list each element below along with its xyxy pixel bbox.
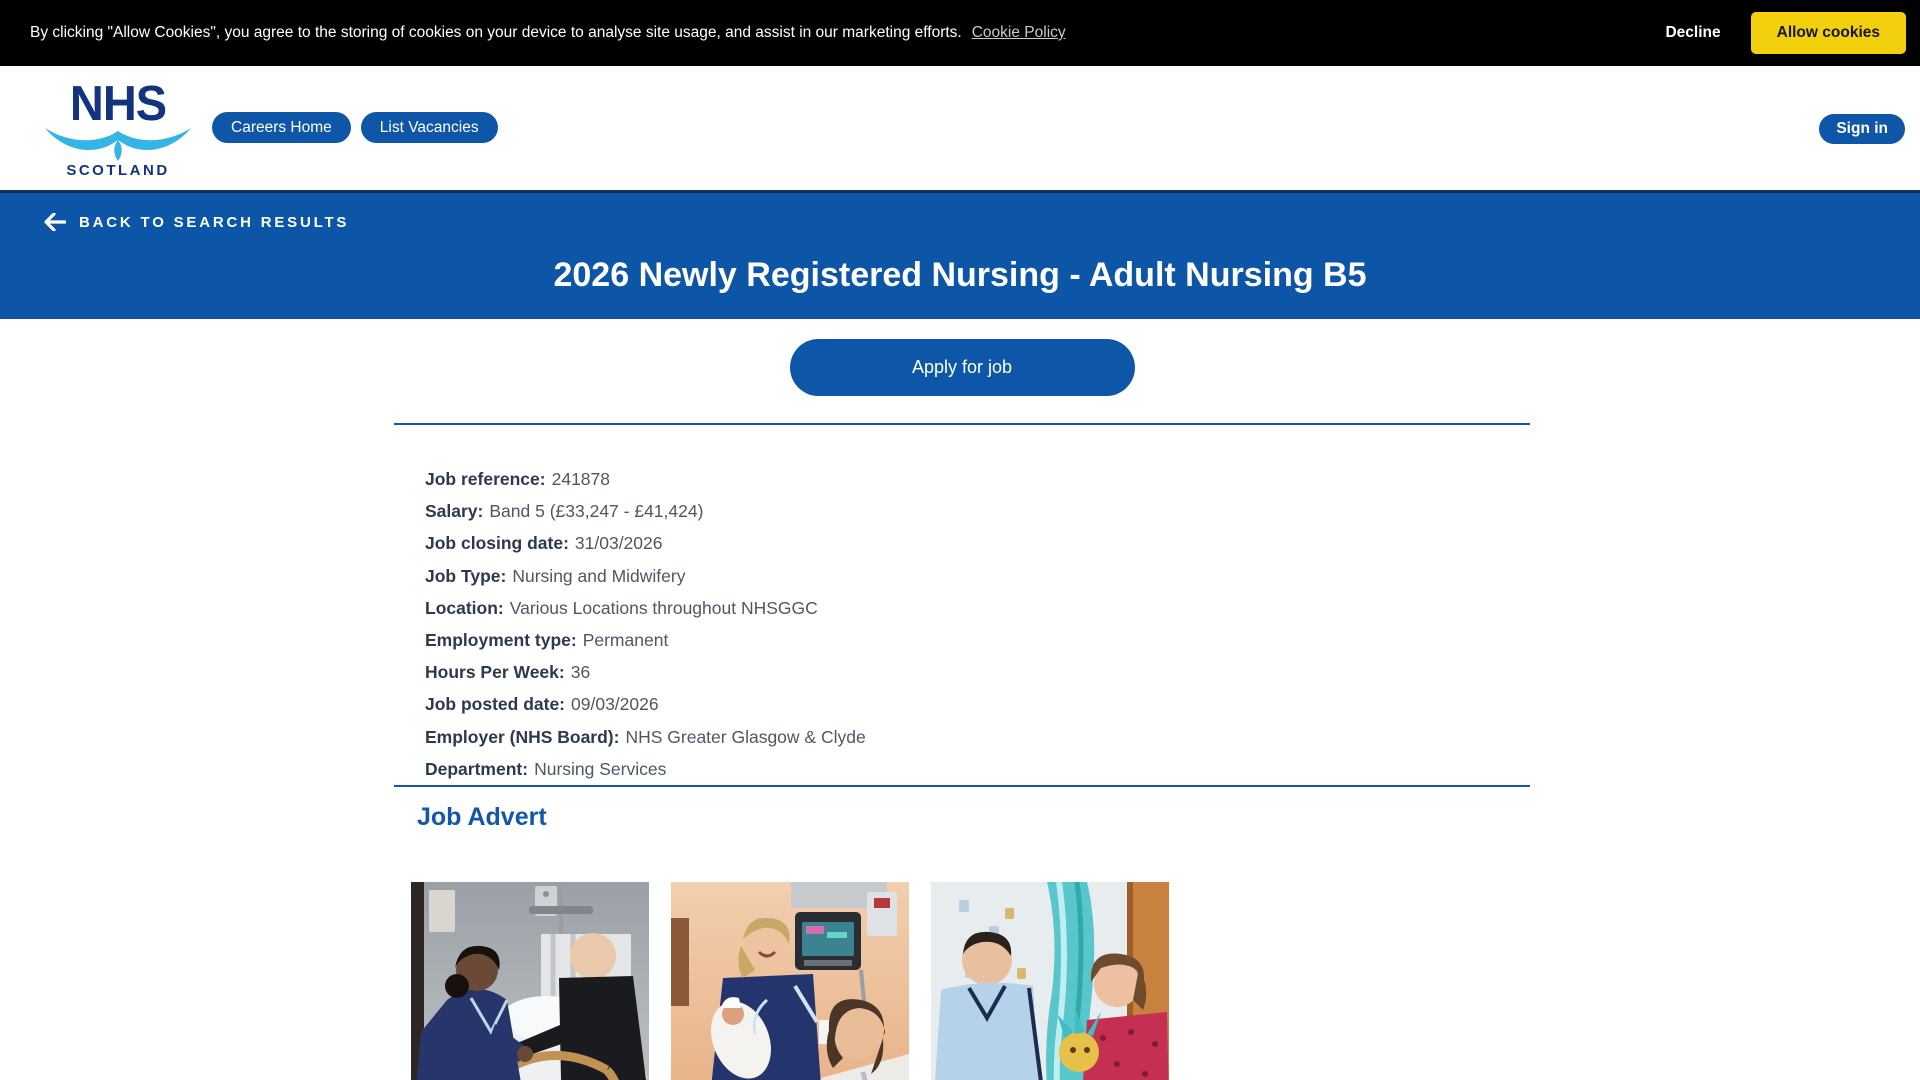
detail-label: Location: (425, 597, 504, 618)
midwife-holding-newborn-photo (671, 882, 909, 1080)
job-details-list (394, 425, 1530, 785)
back-to-search-results-link[interactable] (44, 213, 349, 231)
job-content (394, 319, 1530, 1080)
nhs-swoosh-icon (43, 126, 193, 162)
detail-label: Job Type: (425, 565, 507, 586)
nav-careers-home-pill[interactable]: Careers Home (212, 112, 351, 143)
detail-label: Salary: (425, 501, 484, 522)
detail-value: Permanent (582, 630, 669, 651)
detail-row-job-type (425, 560, 1530, 592)
detail-value: 241878 (551, 469, 611, 489)
back-link-label: BACK TO SEARCH RESULTS (79, 213, 350, 231)
detail-label: Hours Per Week: (425, 662, 565, 683)
detail-value: 31/03/2026 (574, 533, 663, 554)
detail-label: Job closing date: (425, 533, 569, 554)
site-header (0, 66, 1920, 190)
cookie-banner (0, 0, 1920, 66)
bottom-divider (394, 785, 1530, 787)
detail-row-employment-type (425, 624, 1530, 656)
back-arrow-icon (44, 213, 66, 231)
sign-in-button[interactable]: Sign in (1819, 114, 1905, 144)
detail-row-salary (425, 495, 1530, 527)
detail-label: Job reference: (425, 469, 546, 489)
detail-row-employer (425, 721, 1530, 753)
detail-row-job-reference (425, 463, 1530, 495)
decline-cookies-button[interactable]: Decline (1665, 24, 1721, 41)
cookie-policy-link[interactable]: Cookie Policy (971, 24, 1066, 41)
nurse-with-children-photo (931, 882, 1169, 1080)
detail-label: Employment type: (425, 630, 577, 651)
apply-for-job-button[interactable]: Apply for job (790, 339, 1135, 396)
detail-value: Nursing Services (534, 758, 667, 779)
detail-value: Nursing and Midwifery (512, 565, 686, 586)
detail-row-posted-date (425, 688, 1530, 720)
detail-value: Band 5 (£33,247 - £41,424) (489, 501, 704, 522)
nurse-with-patient-photo (411, 882, 649, 1080)
detail-row-location (425, 592, 1530, 624)
detail-value: NHS Greater Glasgow & Clyde (625, 726, 866, 747)
page-title: 2026 Newly Registered Nursing - Adult Nursing B5 (553, 256, 1367, 294)
detail-label: Job posted date: (425, 694, 566, 715)
detail-label: Department: (425, 758, 529, 779)
header-nav (212, 112, 498, 143)
detail-row-closing-date (425, 527, 1530, 559)
detail-value: Various Locations throughout NHSGGC (509, 597, 818, 618)
nhs-logo-text: NHS (69, 74, 167, 131)
detail-row-department (425, 753, 1530, 785)
nav-list-vacancies-pill[interactable]: List Vacancies (361, 112, 498, 143)
detail-label: Employer (NHS Board): (425, 726, 620, 747)
job-advert-photos (411, 882, 1530, 1080)
job-title-hero (0, 190, 1920, 319)
job-advert-heading: Job Advert (417, 803, 547, 832)
detail-value: 36 (570, 662, 591, 683)
scotland-logo-text: SCOTLAND (66, 162, 170, 179)
detail-row-hours-per-week (425, 656, 1530, 688)
cookie-message: By clicking "Allow Cookies", you agree to the storing of cookies on your device to analyse site usage, and assist in our marketing efforts. (30, 24, 962, 41)
allow-cookies-button[interactable]: Allow cookies (1751, 12, 1906, 54)
detail-value: 09/03/2026 (571, 694, 659, 715)
nhs-scotland-logo[interactable] (43, 74, 193, 179)
